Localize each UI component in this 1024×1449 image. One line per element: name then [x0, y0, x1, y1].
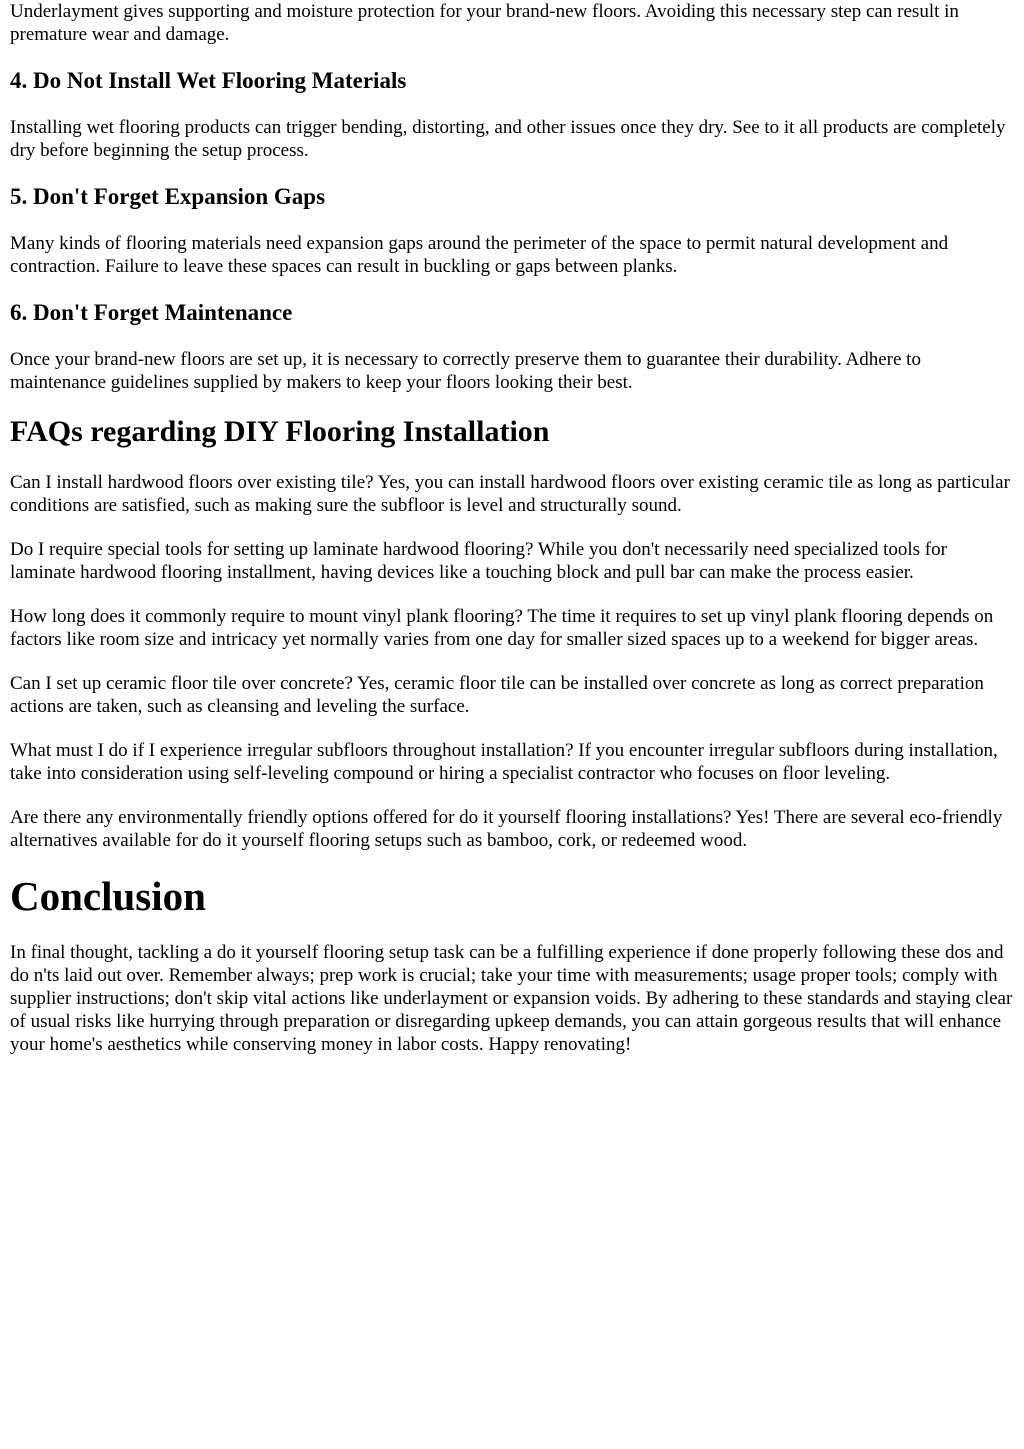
section-heading-wet-materials: 4. Do Not Install Wet Flooring Materials: [10, 68, 407, 93]
intro-paragraph: Underlayment gives supporting and moisture protection for your brand-new floors. Avoiding this necessary step can result in premature wear and damage.: [10, 1, 959, 45]
faq-item: Do I require special tools for setting up laminate hardwood flooring? While you don't necessarily need specialized tools for laminate hardwood flooring installment, having devices like a touching block and pull bar can make the process easier.: [10, 539, 947, 583]
conclusion-heading: Conclusion: [10, 873, 206, 919]
section-body-maintenance: Once your brand-new floors are set up, it is necessary to correctly preserve them to guarantee their durability. Adhere to maintenance guidelines supplied by makers to keep your floors looking their best.: [10, 349, 921, 393]
section-body-expansion-gaps: Many kinds of flooring materials need expansion gaps around the perimeter of the space to permit natural development and contraction. Failure to leave these spaces can result in buckling or gaps between planks.: [10, 233, 949, 277]
faq-item: Can I set up ceramic floor tile over concrete? Yes, ceramic floor tile can be installed over concrete as long as correct preparation actions are taken, such as cleansing and leveling the surface.: [10, 673, 984, 717]
faq-heading: FAQs regarding DIY Flooring Installation: [10, 415, 550, 448]
section-heading-expansion-gaps: 5. Don't Forget Expansion Gaps: [10, 184, 326, 209]
faq-item: Can I install hardwood floors over existing tile? Yes, you can install hardwood floors over existing ceramic tile as long as particular conditions are satisfied, such as making sure the subfloor is level and structurally sound.: [10, 472, 1010, 516]
faq-item: Are there any environmentally friendly options offered for do it yourself flooring installations? Yes! There are several eco-friendly alternatives available for do it yourself flooring setups such as bamboo, cork, or redeemed wood.: [10, 807, 1003, 851]
section-body-wet-materials: Installing wet flooring products can trigger bending, distorting, and other issues once they dry. See to it all products are completely dry before beginning the setup process.: [10, 117, 1006, 161]
faq-item: What must I do if I experience irregular subfloors throughout installation? If you encounter irregular subfloors during installation, take into consideration using self-leveling compound or hiring a specialist contractor who focuses on floor leveling.: [10, 740, 998, 784]
faq-item: How long does it commonly require to mount vinyl plank flooring? The time it requires to set up vinyl plank flooring depends on factors like room size and intricacy yet normally varies from one day for smaller sized spaces up to a weekend for bigger areas.: [10, 606, 994, 650]
conclusion-body: In final thought, tackling a do it yourself flooring setup task can be a fulfilling experience if done properly following these dos and do n'ts laid out over. Remember always; prep work is crucial; take your time with measurements; usage proper tools; comply with supplier instructions; don't skip vital actions like underlayment or expansion voids. By adhering to these standards and staying clear of usual risks like hurrying through preparation or disregarding upkeep demands, you can attain gorgeous results that will enhance your home's aesthetics while conserving money in labor costs. Happy renovating!: [10, 942, 1013, 1055]
section-heading-maintenance: 6. Don't Forget Maintenance: [10, 300, 293, 325]
